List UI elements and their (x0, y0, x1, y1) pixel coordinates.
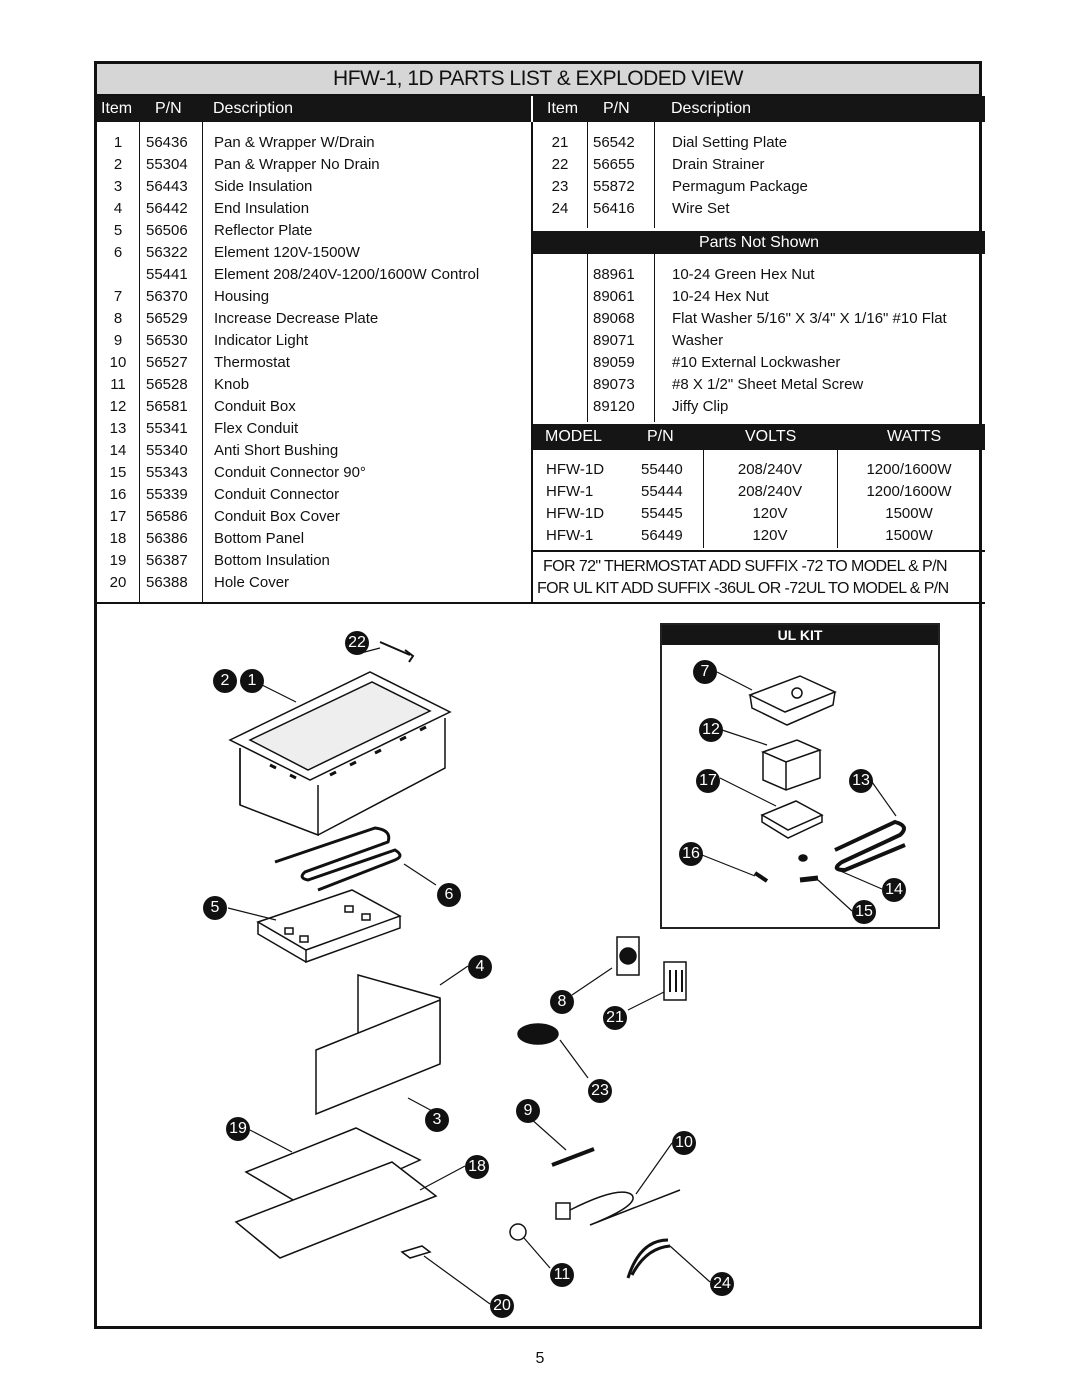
part-number: 56322 (146, 244, 188, 261)
part-description: Conduit Connector (214, 486, 340, 503)
model-part-number: 56449 (641, 527, 683, 544)
volts-header: VOLTS (745, 428, 797, 445)
part-description: Flex Conduit (214, 420, 299, 437)
part-number: 88961 (593, 266, 635, 283)
part-number: 55341 (146, 420, 188, 437)
part-description: Flat Washer 5/16" X 3/4" X 1/16" #10 Flat (672, 310, 947, 327)
thermostat-note: FOR 72" THERMOSTAT ADD SUFFIX -72 TO MODEL & P/N (543, 558, 947, 575)
part-number: 56442 (146, 200, 188, 217)
part-description: Pan & Wrapper W/Drain (214, 134, 375, 151)
part-number: 56528 (146, 376, 188, 393)
part-description: 10-24 Hex Nut (672, 288, 769, 305)
thermostat-drawing (556, 1190, 680, 1225)
callout-7: 7 (693, 660, 717, 684)
pn-header: P/N (647, 428, 674, 445)
part-description: #8 X 1/2" Sheet Metal Screw (672, 376, 864, 393)
pan-wrapper-drawing (230, 672, 450, 835)
model-header: MODEL (545, 428, 602, 445)
model-part-number: 55440 (641, 461, 683, 478)
part-description: Jiffy Clip (672, 398, 729, 415)
element-drawing (275, 828, 400, 890)
item-number: 2 (113, 156, 123, 173)
callout-12: 12 (699, 718, 723, 742)
model-part-number: 55445 (641, 505, 683, 522)
part-number: 56388 (146, 574, 188, 591)
item-number: 5 (113, 222, 123, 239)
model-watts: 1200/1600W (866, 461, 952, 478)
item-number: 4 (113, 200, 123, 217)
part-number: 56530 (146, 332, 188, 349)
part-description: Washer (672, 332, 724, 349)
part-description: Wire Set (672, 200, 730, 217)
callout-9: 9 (516, 1099, 540, 1123)
part-description: Knob (214, 376, 250, 393)
part-number: 89120 (593, 398, 635, 415)
part-number: 56542 (593, 134, 635, 151)
part-number: 55339 (146, 486, 188, 503)
part-number: 56387 (146, 552, 188, 569)
callout-17: 17 (696, 769, 720, 793)
part-description: Bottom Panel (214, 530, 305, 547)
pn-header: P/N (155, 100, 182, 117)
part-description: Element 120V-1500W (214, 244, 360, 261)
model-watts: 1500W (885, 505, 933, 522)
part-number: 56443 (146, 178, 188, 195)
model-volts: 208/240V (737, 483, 803, 500)
callout-23: 23 (588, 1079, 612, 1103)
callout-5: 5 (203, 896, 227, 920)
item-number: 3 (113, 178, 123, 195)
part-number: 56370 (146, 288, 188, 305)
part-description: Housing (214, 288, 270, 305)
anti-short-bushing-drawing (799, 855, 807, 861)
part-number: 55872 (593, 178, 635, 195)
item-number: 9 (113, 332, 123, 349)
watts-header: WATTS (887, 428, 942, 445)
wire-set-drawing (628, 1240, 670, 1278)
pn-header: P/N (603, 100, 630, 117)
part-number: 89071 (593, 332, 635, 349)
part-number: 89073 (593, 376, 635, 393)
item-number: 15 (109, 464, 127, 481)
item-number: 7 (113, 288, 123, 305)
model-volts: 120V (752, 505, 788, 522)
part-description: Dial Setting Plate (672, 134, 788, 151)
model-name: HFW-1D (546, 505, 605, 522)
part-number: 89061 (593, 288, 635, 305)
part-number: 56529 (146, 310, 188, 327)
item-number: 16 (109, 486, 127, 503)
part-number: 56586 (146, 508, 188, 525)
callout-20: 20 (490, 1294, 514, 1318)
item-number: 19 (109, 552, 127, 569)
part-description: Side Insulation (214, 178, 313, 195)
part-number: 56436 (146, 134, 188, 151)
page-number: 5 (535, 1350, 545, 1367)
model-name: HFW-1 (546, 527, 594, 544)
part-number: 55343 (146, 464, 188, 481)
callout-16: 16 (679, 842, 703, 866)
callout-11: 11 (550, 1263, 574, 1287)
conduit-box-cover-drawing (762, 801, 822, 838)
callout-15: 15 (852, 900, 876, 924)
ul-kit-note: FOR UL KIT ADD SUFFIX -36UL OR -72UL TO MODEL & P/N (537, 580, 949, 597)
item-number: 10 (109, 354, 127, 371)
part-description: Reflector Plate (214, 222, 313, 239)
item-header: Item (101, 100, 133, 117)
part-description: Drain Strainer (672, 156, 765, 173)
hole-cover-drawing (402, 1246, 430, 1258)
permagum-drawing (518, 1024, 558, 1044)
part-number: 89059 (593, 354, 635, 371)
callout-6: 6 (437, 883, 461, 907)
model-name: HFW-1D (546, 461, 605, 478)
part-description: Pan & Wrapper No Drain (214, 156, 380, 173)
callout-10: 10 (672, 1131, 696, 1155)
item-number: 1 (113, 134, 123, 151)
item-number: 18 (109, 530, 127, 547)
reflector-plate-drawing (258, 890, 400, 962)
model-watts: 1200/1600W (866, 483, 952, 500)
callout-2: 2 (213, 669, 237, 693)
part-number: 56655 (593, 156, 635, 173)
callout-4: 4 (468, 955, 492, 979)
part-description: Hole Cover (214, 574, 290, 591)
ul-kit-label: UL KIT (662, 625, 938, 645)
item-number: 22 (551, 156, 569, 173)
desc-header: Description (671, 100, 752, 117)
part-description: Bottom Insulation (214, 552, 330, 569)
item-number: 17 (109, 508, 127, 525)
knob-drawing (510, 1224, 526, 1240)
part-description: 10-24 Green Hex Nut (672, 266, 815, 283)
item-number: 21 (551, 134, 569, 151)
part-number: 55304 (146, 156, 188, 173)
part-description: Permagum Package (672, 178, 808, 195)
item-number: 8 (113, 310, 123, 327)
part-number: 89068 (593, 310, 635, 327)
part-number: 56416 (593, 200, 635, 217)
part-number: 56506 (146, 222, 188, 239)
part-description: #10 External Lockwasher (672, 354, 841, 371)
item-number: 12 (109, 398, 127, 415)
model-watts: 1500W (885, 527, 933, 544)
flex-conduit-drawing (835, 822, 905, 870)
drain-strainer-drawing (380, 642, 413, 662)
part-number: 55340 (146, 442, 188, 459)
callout-19: 19 (226, 1117, 250, 1141)
callout-18: 18 (465, 1155, 489, 1179)
conduit-connector-90-drawing (800, 878, 818, 880)
callout-8: 8 (550, 990, 574, 1014)
item-header: Item (547, 100, 579, 117)
item-number: 6 (113, 244, 123, 261)
part-number: 56581 (146, 398, 188, 415)
callout-14: 14 (882, 878, 906, 902)
conduit-box-drawing (763, 740, 820, 790)
callout-13: 13 (849, 769, 873, 793)
part-description: Conduit Box (214, 398, 296, 415)
dial-setting-plate-drawing (664, 962, 686, 1000)
item-number: 11 (110, 376, 126, 393)
part-description: Increase Decrease Plate (214, 310, 379, 327)
callout-24: 24 (710, 1272, 734, 1296)
callout-3: 3 (425, 1108, 449, 1132)
model-volts: 120V (752, 527, 788, 544)
part-number: 56386 (146, 530, 188, 547)
model-name: HFW-1 (546, 483, 594, 500)
part-description: End Insulation (214, 200, 310, 217)
item-number: 23 (551, 178, 569, 195)
callout-21: 21 (603, 1006, 627, 1030)
part-description: Conduit Box Cover (214, 508, 340, 525)
desc-header: Description (213, 100, 294, 117)
parts-not-shown-header: Parts Not Shown (533, 231, 985, 254)
housing-drawing (750, 676, 835, 725)
part-number: 56527 (146, 354, 188, 371)
item-number: 14 (109, 442, 127, 459)
callout-22: 22 (345, 631, 369, 655)
part-description: Thermostat (214, 354, 290, 371)
indicator-light-drawing (552, 1149, 594, 1165)
part-description: Element 208/240V-1200/1600W Control (214, 266, 480, 283)
part-description: Indicator Light (214, 332, 309, 349)
item-number: 13 (109, 420, 127, 437)
item-number: 24 (551, 200, 569, 217)
callout-1: 1 (240, 669, 264, 693)
model-part-number: 55444 (641, 483, 683, 500)
model-volts: 208/240V (737, 461, 803, 478)
increase-decrease-plate-drawing (617, 937, 639, 975)
conduit-connector-drawing (755, 873, 767, 881)
part-description: Conduit Connector 90° (214, 464, 366, 481)
part-number: 55441 (146, 266, 188, 283)
item-number: 20 (109, 574, 127, 591)
page-title: HFW-1, 1D PARTS LIST & EXPLODED VIEW (97, 64, 979, 96)
part-description: Anti Short Bushing (214, 442, 339, 459)
